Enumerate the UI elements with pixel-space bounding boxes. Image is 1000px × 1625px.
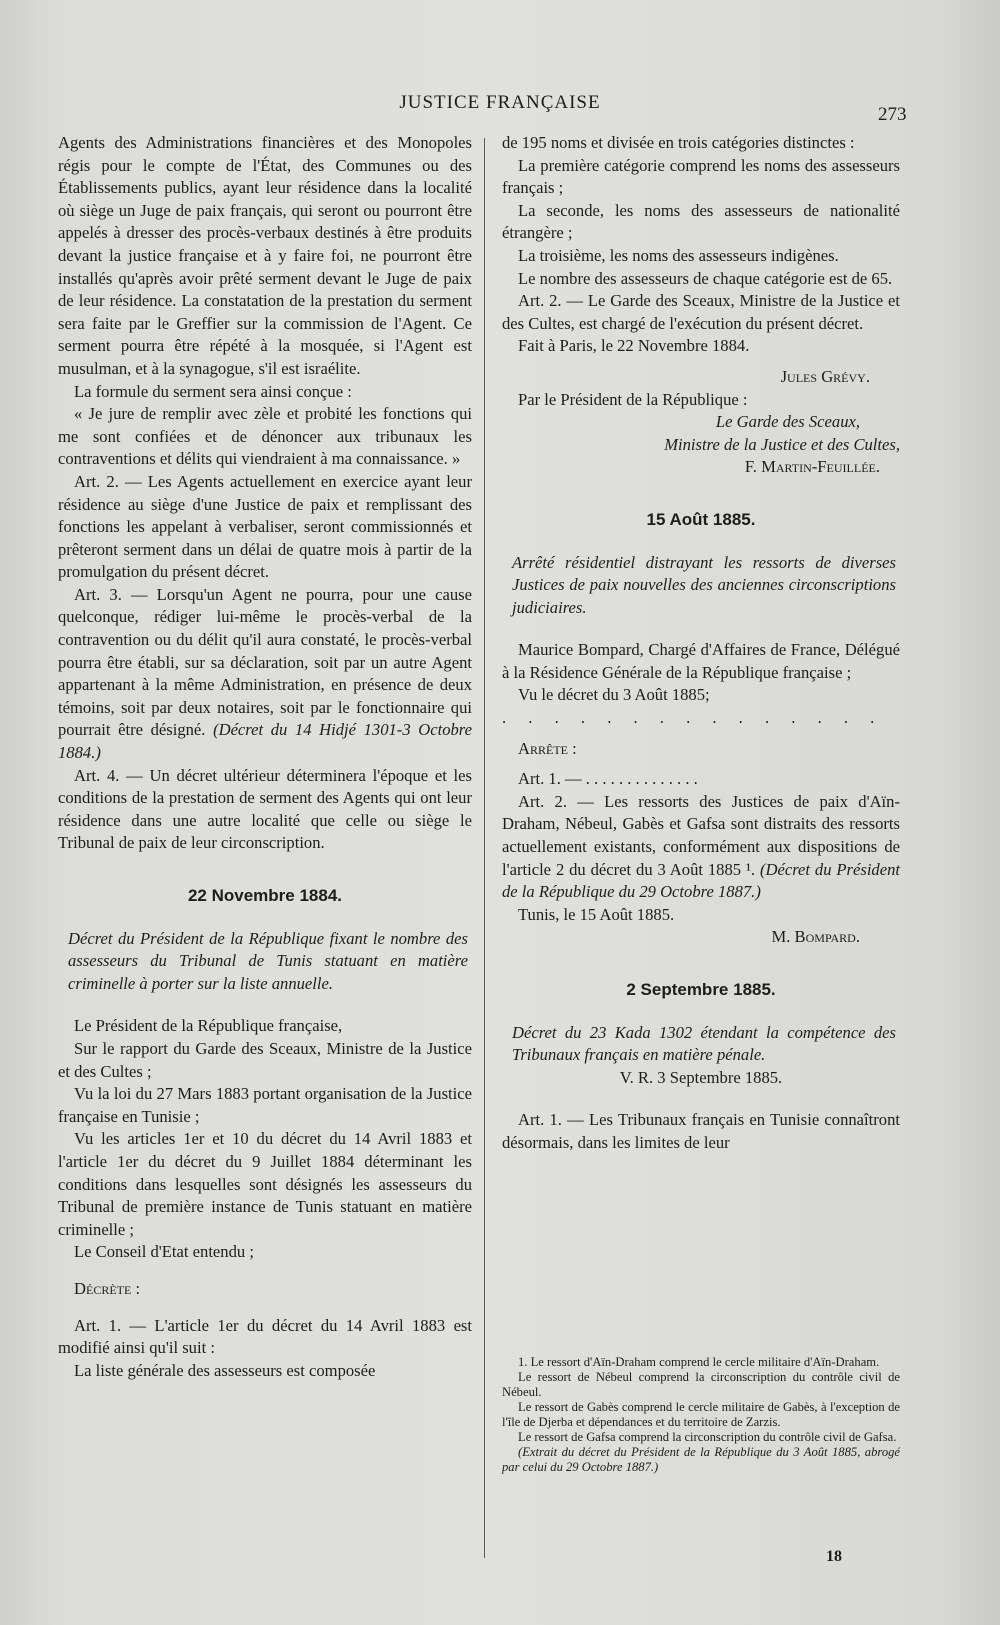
category-2: La seconde, les noms des assesseurs de nationalité étrangère ; <box>502 200 900 243</box>
running-title: JUSTICE FRANÇAISE <box>399 92 601 113</box>
date-heading-1884: 22 Novembre 1884. <box>187 886 343 905</box>
category-count: Le nombre des assesseurs de chaque catégorie est de 65. <box>518 268 893 288</box>
footnote-5: (Extrait du décret du Président de la République du 3 Août 1885, abrogé par celui du 29 Octobre 1887.) <box>502 1445 900 1474</box>
preamble-council: Le Conseil d'Etat entendu ; <box>74 1242 254 1262</box>
signature-bompard: M. Bompard. <box>771 927 860 947</box>
category-1: La première catégorie comprend les noms des assesseurs français ; <box>502 155 900 198</box>
preamble-decree-reference: Vu le décret du 3 Août 1885; <box>518 685 710 705</box>
article-3-text: Art. 3. — Lorsqu'un Agent ne pourra, pour une cause quelconque, rédiger lui-même le procès-verbal de la contravention ou du délit qu'il aura constaté, le procès-verbal pourra être établi, sur sa déclaration, soit par un autre Agent appartenant à la même Administration, en présence de deux témoins, soit par deux notaires, soit par le fonctionnaire qui pourrait être désigné. <box>58 584 472 740</box>
done-at-tunis: Tunis, le 15 Août 1885. <box>518 904 675 924</box>
page-number: 273 <box>878 104 907 125</box>
vr-reference: V. R. 3 Septembre 1885. <box>619 1067 783 1087</box>
by-president: Par le Président de la République : <box>518 389 748 409</box>
article-1-1885: Art. 1. — Les Tribunaux français en Tunisie connaîtront désormais, dans les limites de leur <box>502 1110 900 1152</box>
preamble-report: Sur le rapport du Garde des Sceaux, Ministre de la Justice et des Cultes ; <box>58 1038 472 1081</box>
footnote-4: Le ressort de Gafsa comprend la circonscription du contrôle civil de Gafsa. <box>518 1430 897 1444</box>
arrete-summary: Arrêté résidentiel distrayant les ressorts de diverses Justices de paix nouvelles des anciennes circonscriptions judiciaires. <box>512 552 896 617</box>
preamble-articles: Vu les articles 1er et 10 du décret du 14 Avril 1883 et l'article 1er du décret du 9 Juillet 1884 déterminant les conditions dans lesquelles sont désignés les assesseurs du Tribunal de première instance de Tunis statuant en matière criminelle ; <box>58 1129 472 1239</box>
decree-summary-1884: Décret du Président de la République fixant le nombre des assesseurs du Tribunal de Tunis statuant en matière criminelle à porter sur la liste annuelle. <box>68 928 468 993</box>
done-at-paris: Fait à Paris, le 22 Novembre 1884. <box>518 336 750 356</box>
elision-dots: . . . . . . . . . . . . . . . <box>502 708 884 728</box>
footnote-1: 1. Le ressort d'Aïn-Draham comprend le cercle militaire d'Aïn-Draham. <box>518 1355 880 1369</box>
oath-intro: La formule du serment sera ainsi conçue : <box>74 381 352 401</box>
left-paragraph-1: Agents des Administrations financières et des Monopoles régis pour le compte de l'État, des Communes ou des Établissements publics, ayant leur résidence dans la localité où siège un Juge de paix français, qui seront ou pourront être appelés à dresser des procès-verbaux destinés à être produits devant la justice française et à y faire foi, ne pourront être installés qu'après avoir prêté serment devant le Juge de paix de leur résidence. La constatation de la prestation du serment sera faite par le Greffier sur la commission de l'Agent. Ce serment pourra être répété à la mosquée, si l'Agent est musulman, et à la synagogue, s'il est israélite. <box>58 133 472 378</box>
article-2-1885 <box>502 791 900 904</box>
date-heading-sept-1885: 2 Septembre 1885. <box>626 980 776 999</box>
column-divider <box>484 138 485 1558</box>
article-3 <box>58 584 472 765</box>
footnote-3: Le ressort de Gabès comprend le cercle militaire de Gabès, à l'exception de l'île de Djerba et dépendances et du territoire de Zarzis. <box>502 1400 900 1429</box>
article-1-continuation: La liste générale des assesseurs est composée <box>74 1360 376 1380</box>
signature-mark: 18 <box>826 1548 842 1565</box>
signature-martin-feuillee: F. Martin-Feuillée. <box>744 457 880 477</box>
left-column <box>58 132 472 1382</box>
article-4: Art. 4. — Un décret ultérieur déterminera l'époque et les conditions de la prestation de serment des Agents qui ont leur résidence dans une autre localité que celle ou siège le Tribunal de paix de leur circonscription. <box>58 765 472 853</box>
category-3: La troisième, les noms des assesseurs indigènes. <box>518 245 839 265</box>
article-1-dots: Art. 1. — . . . . . . . . . . . . . . <box>518 769 698 789</box>
footnote-2: Le ressort de Nébeul comprend la circonscription du contrôle civil de Nébeul. <box>502 1370 900 1399</box>
decrete-label: Décrète : <box>74 1278 141 1298</box>
keeper-title-1: Le Garde des Sceaux, <box>715 412 860 432</box>
footnotes <box>502 1355 900 1475</box>
preamble-bompard: Maurice Bompard, Chargé d'Affaires de France, Délégué à la Résidence Générale de la République française ; <box>502 640 900 682</box>
article-2-1885-text: Art. 2. — Les ressorts des Justices de paix d'Aïn-Draham, Nébeul, Gabès et Gafsa sont distraits des ressorts actuellement existants, conformément aux dispositions de l'article 2 du décret du 3 Août 1885 ¹. <box>502 791 900 879</box>
decree-summary-1885: Décret du 23 Kada 1302 étendant la compétence des Tribunaux français en matière pénale. <box>512 1022 896 1065</box>
article-2: Art. 2. — Les Agents actuellement en exercice ayant leur résidence au siège d'une Justice de paix et remplissant des fonctions les appelant à verbaliser, seront commissionnés et prêteront serment dans un délai de quatre mois à partir de la promulgation du présent décret. <box>58 471 472 582</box>
article-2-1885-reference: (Décret du Président de la République du 29 Octobre 1887.) <box>502 859 900 902</box>
article-3-reference: (Décret du 14 Hidjé 1301-3 Octobre 1884.) <box>58 720 472 763</box>
preamble-law: Vu la loi du 27 Mars 1883 portant organisation de la Justice française en Tunisie ; <box>58 1084 472 1126</box>
preamble-president: Le Président de la République française, <box>74 1016 343 1036</box>
article-1-1884: Art. 1. — L'article 1er du décret du 14 Avril 1883 est modifié ainsi qu'il suit : <box>58 1315 472 1358</box>
right-column <box>502 132 900 1155</box>
arrete-label: Arrête : <box>518 738 577 758</box>
oath-formula: « Je jure de remplir avec zèle et probité les fonctions qui me sont confiées et de dénoncer aux tribunaux les contraventions et délits qui viendraient à ma connaissance. » <box>58 404 472 469</box>
date-heading-aout-1885: 15 Août 1885. <box>646 509 756 529</box>
keeper-title-2: Ministre de la Justice et des Cultes, <box>664 434 900 454</box>
signature-grevy: Jules Grévy. <box>780 366 870 386</box>
article-2-1884: Art. 2. — Le Garde des Sceaux, Ministre de la Justice et des Cultes, est chargé de l'exécution du présent décret. <box>502 291 900 333</box>
right-paragraph-1: de 195 noms et divisée en trois catégories distinctes : <box>502 133 855 152</box>
